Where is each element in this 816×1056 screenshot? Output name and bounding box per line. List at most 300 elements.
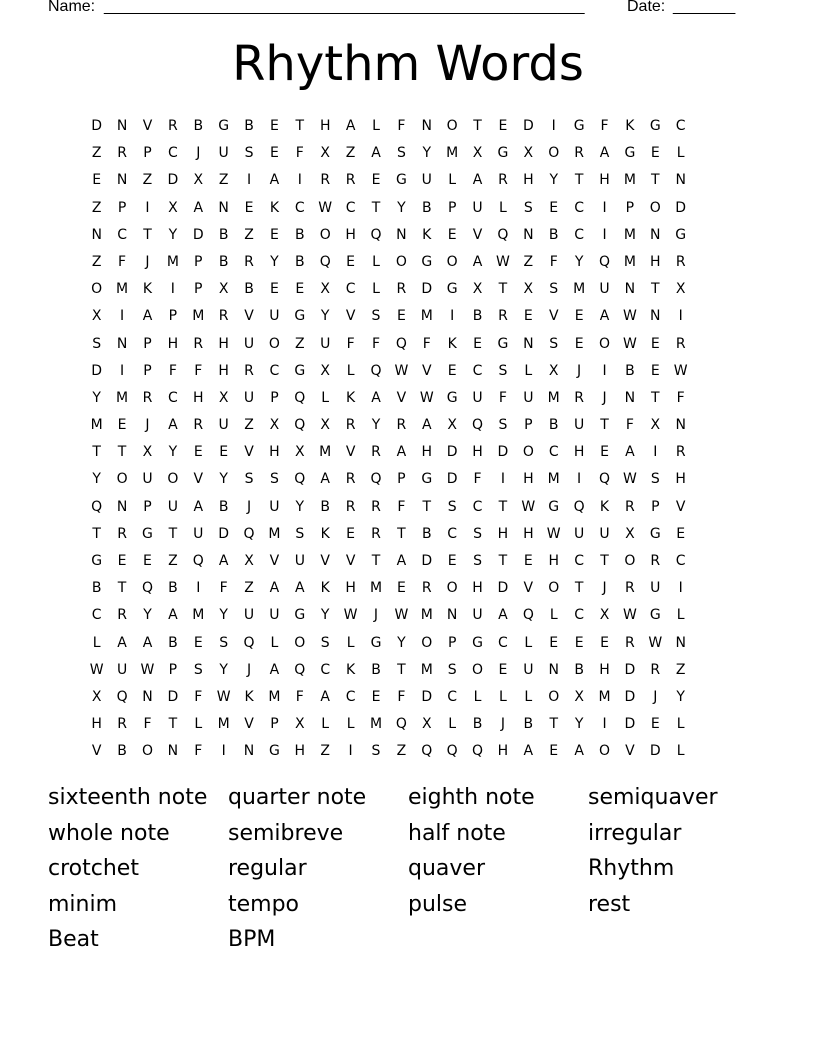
word-list-item: quarter note	[228, 785, 367, 810]
grid-letter: L	[372, 281, 380, 298]
grid-letter: Q	[370, 471, 382, 488]
grid-letter: J	[246, 498, 252, 515]
grid-letter: B	[193, 118, 204, 134]
grid-letter: R	[142, 389, 153, 406]
grid-letter: L	[321, 389, 330, 406]
grid-letter: U	[650, 580, 661, 597]
grid-letter: A	[421, 417, 432, 434]
grid-letter: W	[622, 471, 637, 488]
grid-letter: K	[320, 525, 330, 542]
grid-letter: E	[574, 335, 584, 352]
grid-row	[84, 630, 693, 657]
grid-letter: B	[371, 661, 381, 678]
grid-letter: X	[168, 199, 178, 216]
grid-letter: D	[91, 362, 103, 379]
grid-letter: D	[421, 553, 433, 569]
grid-letter: O	[649, 199, 661, 216]
grid-letter: V	[244, 716, 254, 733]
grid-letter: Y	[270, 253, 279, 270]
grid-letter: S	[447, 661, 457, 678]
grid-letter: W	[648, 634, 663, 651]
word-list-item: regular	[228, 856, 307, 881]
grid-letter: C	[574, 226, 584, 243]
grid-letter: G	[624, 145, 636, 162]
grid-letter: Y	[371, 417, 381, 434]
grid-letter: L	[270, 634, 279, 651]
grid-letter: K	[142, 281, 153, 298]
grid-letter: I	[551, 118, 556, 134]
grid-letter: R	[117, 716, 127, 733]
grid-letter: M	[192, 607, 205, 624]
grid-letter: H	[472, 444, 483, 461]
grid-letter: N	[116, 498, 128, 515]
grid-letter: G	[573, 118, 585, 134]
name-blank-line: ______________________________________________________	[104, 0, 585, 15]
grid-letter: R	[193, 417, 204, 434]
word-list-item: Beat	[48, 927, 99, 952]
grid-letter: D	[624, 716, 636, 733]
grid-letter: R	[117, 145, 127, 162]
grid-letter: R	[574, 145, 584, 162]
grid-letter: Q	[294, 661, 306, 678]
grid-letter: M	[268, 525, 281, 542]
grid-letter: T	[549, 716, 558, 733]
grid-letter: H	[650, 253, 661, 270]
grid-letter: Z	[523, 253, 534, 270]
grid-letter: B	[91, 580, 102, 597]
grid-letter: N	[116, 118, 128, 134]
grid-letter: M	[90, 417, 103, 434]
grid-letter: P	[524, 417, 533, 434]
grid-letter: F	[676, 389, 685, 406]
grid-letter: X	[218, 281, 229, 298]
grid-letter: U	[523, 661, 534, 678]
grid-letter: H	[91, 716, 102, 733]
grid-letter: G	[675, 226, 687, 243]
grid-letter: X	[91, 688, 102, 705]
grid-letter: S	[473, 525, 482, 542]
grid-letter: T	[397, 525, 406, 542]
grid-letter: O	[624, 553, 636, 569]
grid-letter: Z	[345, 145, 356, 162]
grid-letter: Y	[219, 471, 228, 488]
grid-letter: H	[345, 580, 356, 597]
grid-letter: V	[244, 308, 254, 325]
grid-row	[84, 331, 693, 358]
grid-letter: Z	[295, 335, 305, 352]
grid-letter: W	[419, 389, 434, 406]
grid-letter: O	[548, 580, 560, 597]
grid-letter: T	[600, 417, 609, 434]
grid-letter: A	[523, 743, 534, 760]
grid-row	[84, 303, 693, 330]
grid-letter: A	[168, 607, 178, 624]
grid-letter: L	[524, 362, 533, 379]
grid-letter: O	[522, 444, 534, 461]
grid-letter: R	[675, 253, 686, 270]
grid-letter: B	[244, 118, 254, 134]
grid-letter: X	[218, 389, 229, 406]
grid-letter: G	[294, 607, 306, 624]
word-list-item: semiquaver	[588, 785, 718, 810]
grid-letter: R	[345, 471, 356, 488]
grid-letter: U	[523, 389, 534, 406]
grid-letter: S	[523, 199, 533, 216]
grid-letter: B	[421, 199, 432, 216]
grid-letter: C	[472, 362, 483, 379]
grid-row	[84, 276, 693, 303]
grid-letter: R	[421, 580, 432, 597]
word-list-item: BPM	[228, 927, 276, 952]
grid-letter: V	[548, 308, 559, 325]
grid-letter: Q	[421, 743, 433, 760]
grid-letter: R	[625, 634, 635, 651]
grid-letter: V	[523, 580, 534, 597]
grid-letter: H	[319, 118, 331, 134]
grid-letter: H	[497, 743, 509, 760]
grid-letter: N	[116, 172, 128, 189]
grid-letter: M	[547, 389, 560, 406]
grid-letter: H	[599, 172, 610, 189]
grid-letter: U	[243, 607, 255, 624]
grid-letter: W	[521, 498, 536, 515]
grid-letter: B	[295, 226, 305, 243]
word-list-item: half note	[408, 820, 506, 846]
grid-letter: J	[602, 580, 607, 597]
grid-letter: F	[600, 118, 609, 134]
grid-letter: M	[623, 226, 636, 243]
grid-letter: N	[523, 226, 534, 243]
grid-letter: Z	[675, 661, 686, 678]
grid-letter: T	[651, 281, 660, 298]
grid-letter: T	[498, 553, 508, 569]
grid-letter: E	[447, 362, 457, 379]
grid-letter: F	[397, 498, 406, 515]
grid-letter: T	[143, 226, 152, 243]
grid-letter: O	[167, 471, 179, 488]
grid-letter: C	[498, 634, 508, 651]
grid-letter: L	[346, 634, 355, 651]
grid-letter: Y	[676, 688, 685, 705]
grid-letter: S	[650, 471, 660, 488]
grid-letter: L	[524, 688, 533, 705]
grid-letter: W	[216, 688, 231, 705]
grid-letter: C	[675, 118, 686, 134]
grid-letter: Y	[397, 199, 406, 216]
grid-letter: S	[371, 743, 381, 760]
grid-letter: F	[397, 688, 406, 705]
word-search-grid	[84, 113, 693, 766]
grid-letter: F	[422, 335, 431, 352]
grid-letter: P	[168, 308, 178, 325]
grid-letter: W	[496, 253, 510, 270]
grid-letter: R	[625, 498, 635, 515]
grid-letter: J	[500, 716, 506, 733]
grid-letter: F	[194, 688, 203, 705]
grid-letter: H	[548, 553, 559, 569]
grid-letter: Y	[219, 661, 228, 678]
grid-letter: V	[396, 389, 407, 406]
grid-letter: O	[294, 634, 306, 651]
grid-letter: K	[320, 580, 330, 597]
grid-letter: J	[196, 145, 201, 162]
grid-letter: E	[523, 308, 533, 325]
grid-letter: E	[650, 335, 660, 352]
grid-letter: B	[295, 253, 305, 270]
grid-letter: E	[498, 661, 508, 678]
grid-letter: P	[143, 362, 152, 379]
grid-letter: I	[348, 743, 353, 760]
grid-letter: R	[345, 498, 356, 515]
grid-letter: A	[345, 118, 356, 134]
grid-letter: L	[194, 716, 203, 733]
grid-letter: O	[395, 253, 407, 270]
grid-letter: X	[574, 688, 584, 705]
grid-letter: C	[294, 199, 305, 216]
grid-letter: D	[624, 688, 636, 705]
grid-row	[84, 113, 693, 140]
grid-letter: L	[676, 145, 685, 162]
grid-letter: H	[218, 362, 229, 379]
grid-letter: W	[318, 199, 333, 216]
grid-letter: U	[294, 553, 305, 569]
word-list-item: quaver	[408, 856, 485, 881]
grid-letter: X	[675, 281, 686, 298]
grid-letter: S	[371, 308, 381, 325]
grid-letter: V	[345, 308, 356, 325]
date-label: Date:	[627, 0, 666, 15]
grid-letter: B	[218, 253, 229, 270]
grid-letter: T	[371, 199, 381, 216]
grid-letter: L	[549, 607, 558, 624]
grid-letter: C	[345, 281, 356, 298]
grid-row	[84, 575, 693, 602]
grid-letter: U	[167, 498, 178, 515]
grid-letter: T	[651, 389, 660, 406]
grid-letter: H	[294, 743, 306, 760]
grid-letter: L	[499, 688, 507, 705]
grid-letter: I	[602, 362, 607, 379]
grid-letter: F	[295, 145, 304, 162]
grid-letter: O	[268, 335, 280, 352]
grid-letter: N	[142, 688, 153, 705]
grid-letter: X	[421, 716, 432, 733]
grid-letter: I	[450, 308, 455, 325]
worksheet-header	[0, 0, 816, 20]
grid-letter: K	[599, 498, 610, 515]
grid-letter: D	[91, 118, 103, 134]
grid-letter: R	[371, 525, 381, 542]
grid-letter: T	[651, 172, 660, 189]
grid-letter: E	[447, 226, 457, 243]
grid-letter: A	[599, 145, 610, 162]
grid-letter: Q	[116, 688, 128, 705]
grid-letter: M	[369, 580, 383, 597]
grid-letter: L	[346, 716, 355, 733]
grid-letter: H	[573, 444, 585, 461]
grid-letter: H	[345, 226, 356, 243]
grid-letter: Q	[573, 498, 585, 515]
word-list-item: whole note	[48, 820, 170, 846]
grid-row	[84, 494, 693, 521]
grid-letter: E	[92, 172, 102, 189]
grid-letter: F	[473, 471, 482, 488]
grid-row	[84, 738, 693, 765]
grid-letter: P	[143, 335, 152, 352]
grid-letter: E	[447, 553, 457, 569]
grid-letter: P	[651, 498, 660, 515]
grid-row	[84, 602, 693, 629]
grid-letter: B	[421, 525, 432, 542]
grid-letter: N	[396, 226, 407, 243]
grid-letter: C	[167, 145, 178, 162]
grid-letter: Q	[294, 389, 306, 406]
grid-letter: M	[116, 281, 129, 298]
grid-letter: D	[192, 226, 204, 243]
grid-letter: Y	[320, 308, 330, 325]
grid-letter: B	[320, 498, 331, 515]
grid-letter: W	[622, 308, 637, 325]
word-list-item: eighth note	[408, 785, 535, 810]
word-list-item: rest	[588, 891, 631, 917]
grid-letter: O	[548, 688, 560, 705]
grid-letter: S	[447, 498, 457, 515]
grid-letter: A	[269, 172, 280, 189]
grid-letter: R	[498, 172, 508, 189]
grid-letter: N	[624, 389, 636, 406]
grid-letter: Y	[574, 253, 584, 270]
grid-letter: T	[168, 525, 178, 542]
grid-letter: D	[167, 172, 179, 189]
grid-letter: A	[472, 253, 483, 270]
grid-letter: X	[320, 362, 330, 379]
grid-letter: G	[649, 525, 661, 542]
grid-letter: P	[143, 145, 152, 162]
grid-letter: G	[370, 634, 382, 651]
grid-row	[84, 358, 693, 385]
grid-letter: V	[269, 553, 280, 569]
grid-row	[84, 385, 693, 412]
grid-letter: N	[523, 335, 534, 352]
grid-letter: M	[623, 253, 636, 270]
grid-letter: O	[421, 634, 433, 651]
word-list-item: Rhythm	[588, 856, 675, 881]
grid-letter: N	[167, 743, 179, 760]
grid-letter: Q	[497, 226, 509, 243]
grid-letter: S	[219, 634, 229, 651]
grid-letter: E	[346, 253, 356, 270]
grid-letter: F	[143, 716, 152, 733]
grid-letter: I	[602, 199, 607, 216]
grid-letter: Y	[320, 607, 330, 624]
grid-letter: A	[320, 471, 330, 488]
grid-letter: Q	[192, 553, 204, 569]
grid-letter: C	[269, 362, 280, 379]
grid-letter: M	[623, 172, 636, 189]
grid-letter: W	[673, 362, 688, 379]
grid-letter: Q	[243, 525, 255, 542]
grid-letter: C	[345, 688, 356, 705]
grid-letter: T	[295, 118, 305, 134]
grid-letter: W	[343, 607, 358, 624]
grid-letter: Q	[598, 471, 611, 488]
grid-letter: T	[473, 118, 482, 134]
grid-letter: U	[269, 308, 280, 325]
grid-letter: K	[447, 335, 457, 352]
grid-letter: E	[549, 634, 559, 651]
grid-letter: X	[193, 172, 204, 189]
grid-letter: U	[320, 335, 331, 352]
grid-letter: R	[320, 172, 331, 189]
grid-letter: H	[421, 444, 433, 461]
grid-letter: U	[218, 145, 229, 162]
grid-letter: T	[117, 580, 127, 597]
grid-letter: E	[650, 716, 660, 733]
grid-letter: E	[143, 553, 152, 569]
grid-letter: C	[167, 389, 178, 406]
grid-letter: V	[421, 362, 432, 379]
grid-letter: Q	[472, 417, 484, 434]
grid-letter: Q	[91, 498, 103, 515]
grid-letter: V	[345, 553, 356, 569]
grid-row	[84, 412, 693, 439]
grid-letter: P	[168, 661, 178, 678]
grid-letter: X	[295, 444, 305, 461]
word-list	[48, 780, 768, 958]
grid-letter: Z	[320, 743, 330, 760]
grid-letter: K	[422, 226, 432, 243]
grid-letter: Q	[294, 417, 306, 434]
grid-letter: Y	[295, 498, 305, 515]
grid-row	[84, 548, 693, 575]
grid-letter: P	[625, 199, 635, 216]
grid-letter: R	[675, 444, 686, 461]
grid-letter: Q	[446, 743, 458, 760]
grid-letter: R	[650, 553, 661, 569]
grid-letter: X	[625, 525, 635, 542]
grid-letter: D	[421, 688, 433, 705]
grid-letter: V	[142, 118, 153, 134]
grid-letter: G	[142, 525, 153, 542]
grid-letter: E	[371, 172, 381, 189]
grid-letter: R	[193, 335, 204, 352]
grid-letter: Y	[422, 145, 432, 162]
grid-letter: L	[676, 607, 685, 624]
grid-letter: T	[574, 580, 584, 597]
grid-letter: J	[145, 253, 150, 270]
grid-row	[84, 521, 693, 548]
grid-letter: M	[420, 308, 433, 325]
grid-letter: R	[117, 525, 127, 542]
grid-letter: J	[246, 661, 252, 678]
grid-letter: F	[397, 118, 406, 134]
grid-letter: S	[498, 417, 508, 434]
grid-letter: N	[218, 199, 229, 216]
grid-letter: A	[396, 553, 407, 569]
grid-letter: O	[446, 118, 458, 134]
grid-letter: C	[91, 607, 102, 624]
grid-letter: F	[118, 253, 127, 270]
grid-letter: C	[675, 553, 686, 569]
grid-letter: B	[168, 580, 178, 597]
grid-letter: Q	[243, 634, 255, 651]
grid-letter: D	[421, 281, 433, 298]
grid-letter: F	[498, 389, 507, 406]
word-list-item: minim	[48, 891, 118, 917]
grid-letter: C	[447, 525, 458, 542]
grid-letter: B	[117, 743, 127, 760]
grid-letter: F	[295, 688, 304, 705]
